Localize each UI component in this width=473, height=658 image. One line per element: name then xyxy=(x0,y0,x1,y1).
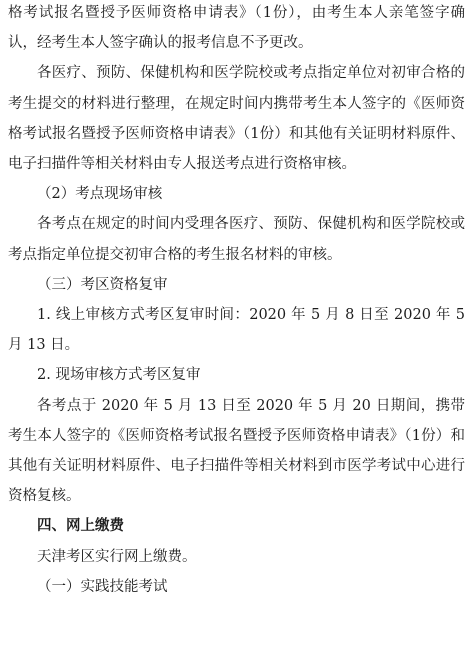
heading-online-payment: 四、网上缴费 xyxy=(37,518,124,535)
heading-district-recheck: （三）考区资格复审 xyxy=(37,276,168,293)
heading-onsite-review: （2）考点现场审核 xyxy=(37,186,163,203)
heading-practical-skills-exam: （一）实践技能考试 xyxy=(37,578,168,595)
paragraph-onsite-review: 各考点在规定的时间内受理各医疗、预防、保健机构和医学院校或考点指定单位提交初审合格的考生报名材料的审核。 xyxy=(8,216,465,263)
paragraph-online-payment: 天津考区实行网上缴费。 xyxy=(37,548,197,565)
paragraph-institution-submission: 各医疗、预防、保健机构和医学院校或考点指定单位对初审合格的考生提交的材料进行整理，在规定时间内携带考生本人签字的《医师资格考试报名暨授予医师资格申请表》（1份）和其他有关证明材料原件、电子扫描件等相关材料由专人报送考点进行资格审核。 xyxy=(8,65,465,173)
paragraph-application-form-signature: 格考试报名暨授予医师资格申请表》（1份），由考生本人亲笔签字确认，经考生本人签字确认的报考信息不予更改。 xyxy=(8,5,465,52)
heading-onsite-recheck: 2. 现场审核方式考区复审 xyxy=(37,367,201,384)
paragraph-onsite-recheck: 各考点于 2020 年 5 月 13 日至 2020 年 5 月 20 日期间，携带考生本人签字的《医师资格考试报名暨授予医师资格申请表》（1份）和其他有关证明材料原件、电子扫描件等相关材料到市医学考试中心进行资格复核。 xyxy=(8,397,465,505)
paragraph-online-recheck-time: 1. 线上审核方式考区复审时间：2020 年 5 月 8 日至 2020 年 5 月 13 日。 xyxy=(8,307,465,354)
